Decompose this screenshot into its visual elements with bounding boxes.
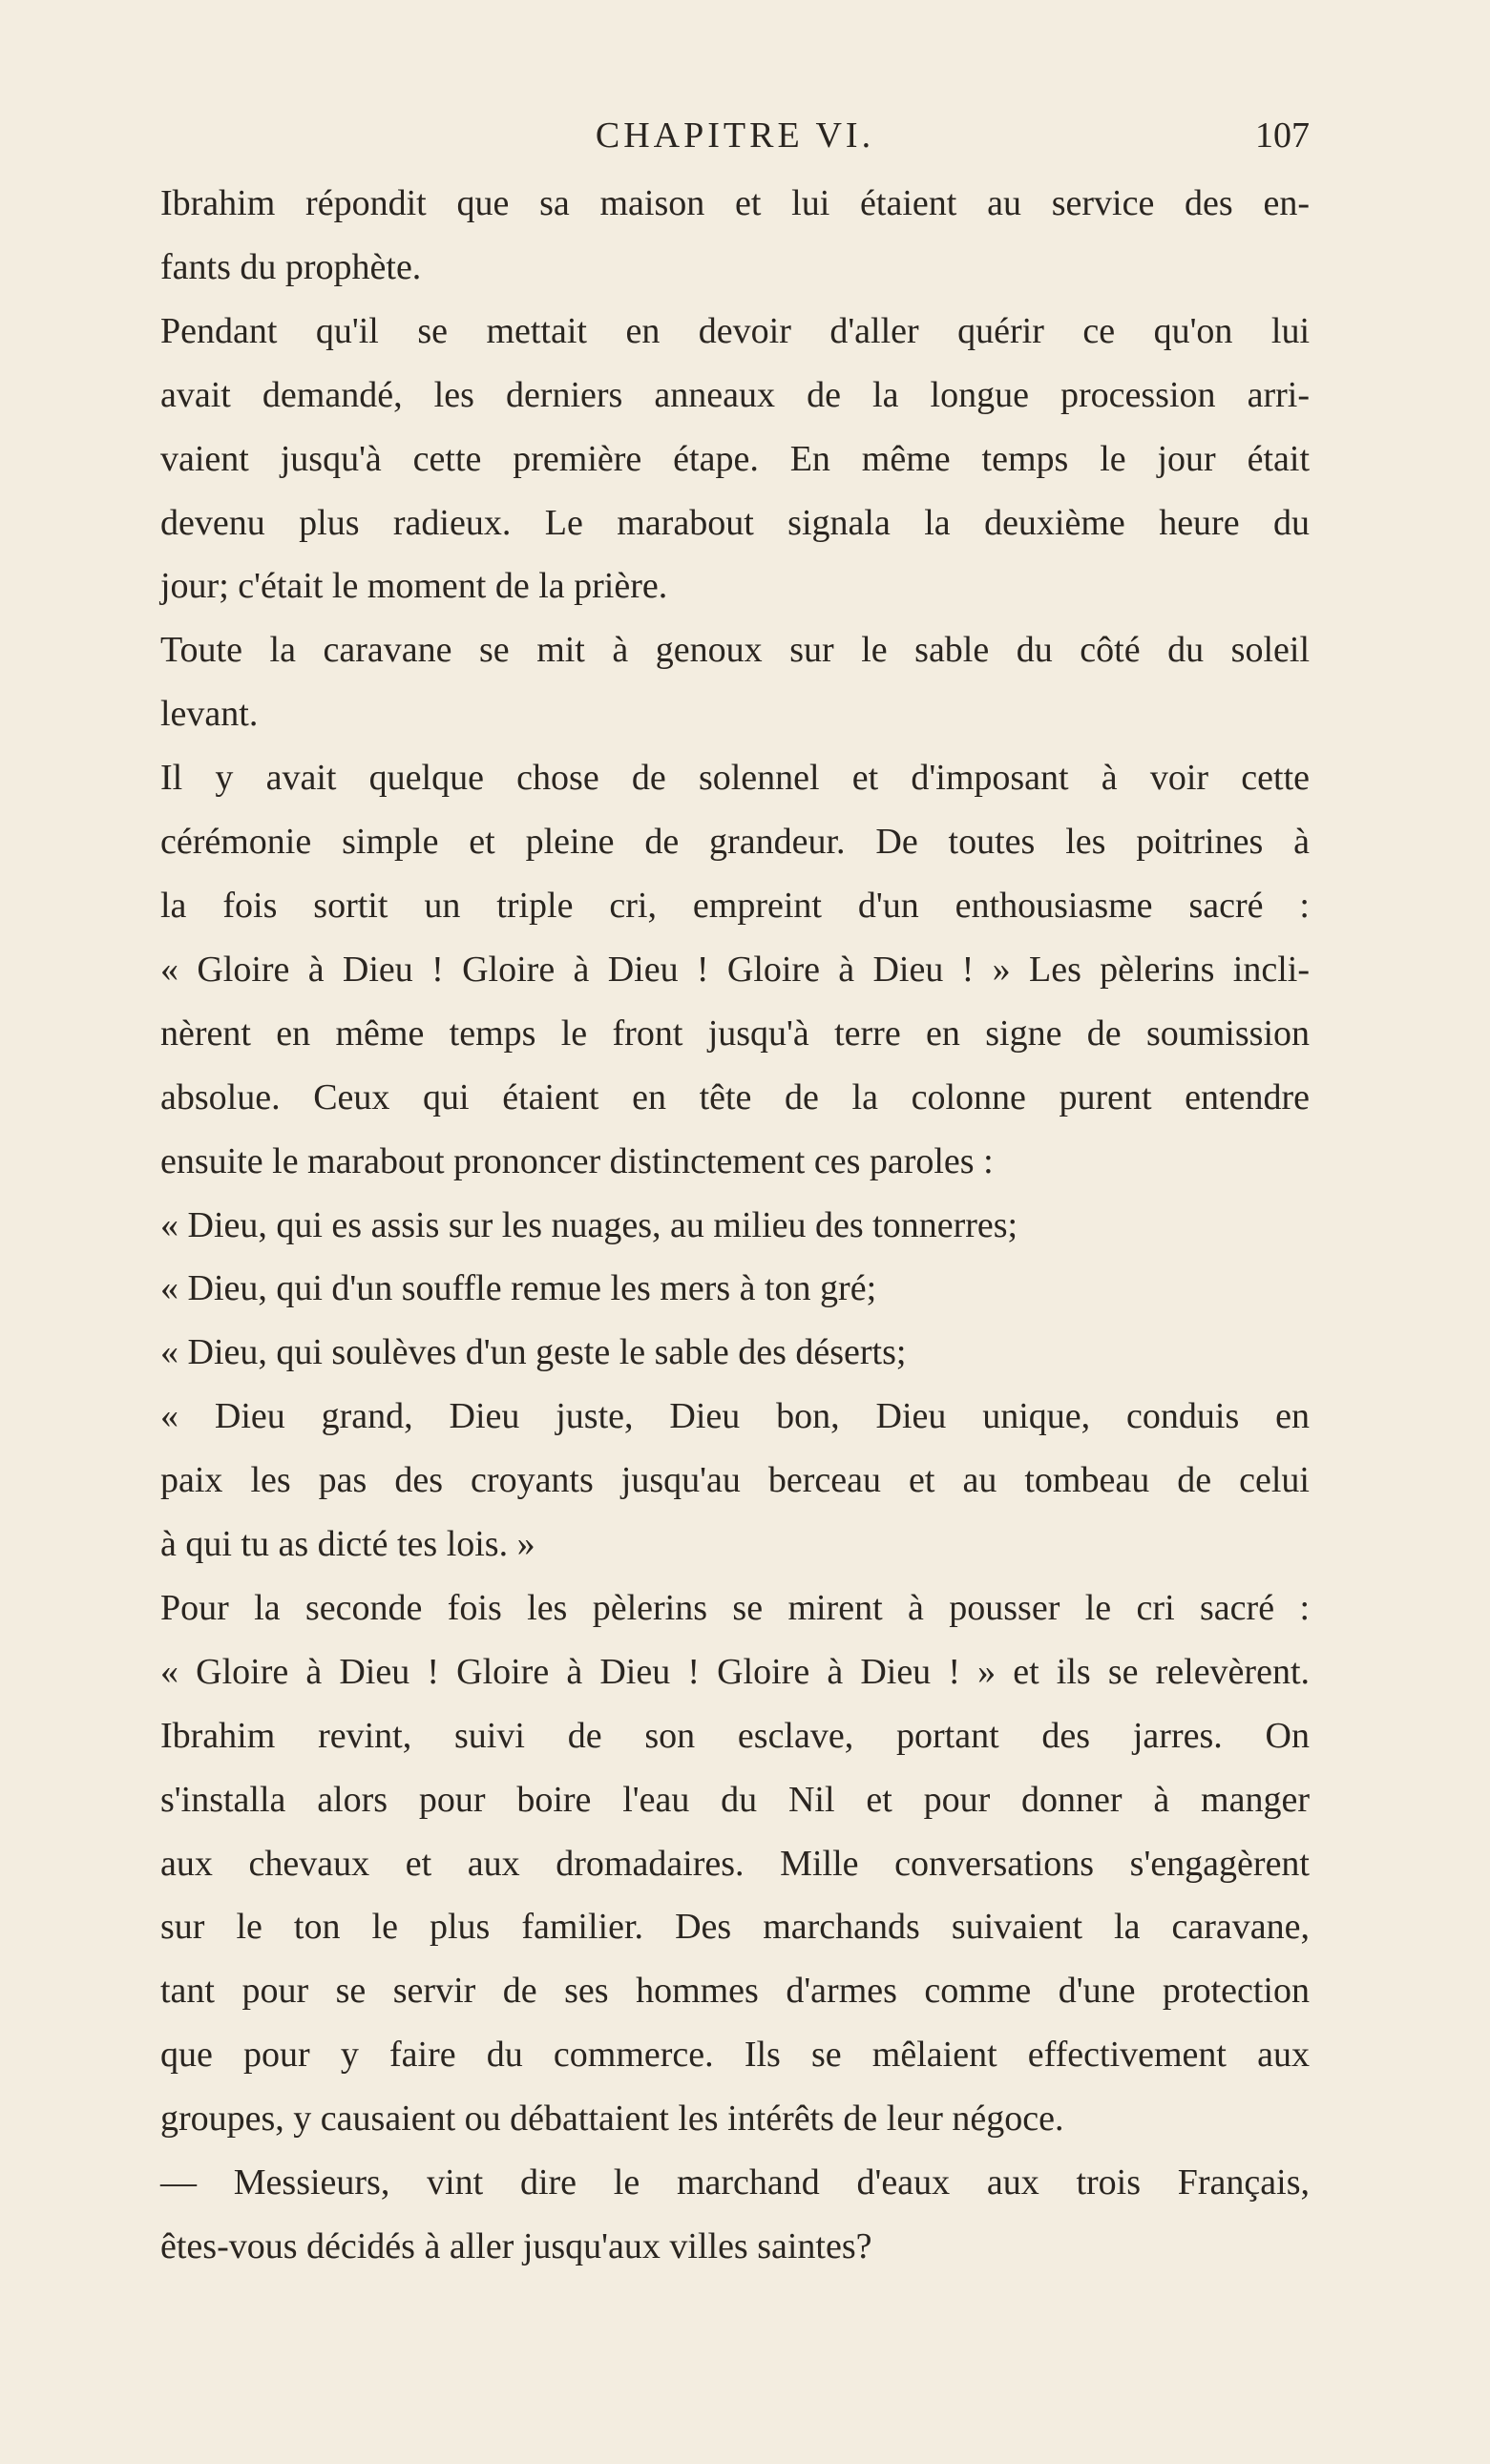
text-line: — Messieurs, vint dire le marchand d'eaux aux trois Français, — [160, 2162, 1310, 2203]
text-line: s'installa alors pour boire l'eau du Nil et pour donner à manger — [160, 1779, 1310, 1820]
page-number: 107 — [1255, 115, 1310, 156]
text-line: êtes-vous décidés à aller jusqu'aux villes saintes? — [160, 2226, 872, 2266]
chapter-title: CHAPITRE VI. — [595, 115, 875, 156]
text-line: « Gloire à Dieu ! Gloire à Dieu ! Gloire à Dieu ! » Les pèlerins incli- — [160, 949, 1310, 990]
text-line: à qui tu as dicté tes lois. » — [160, 1524, 535, 1565]
text-line: sur le ton le plus familier. Des marchands suivaient la caravane, — [160, 1907, 1310, 1948]
text-line: avait demandé, les derniers anneaux de la longue procession arri- — [160, 374, 1310, 415]
text-line: devenu plus radieux. Le marabout signala la deuxième heure du — [160, 502, 1310, 543]
text-line: levant. — [160, 694, 259, 735]
text-line: paix les pas des croyants jusqu'au berceau et au tombeau de celui — [160, 1460, 1310, 1501]
text-line: « Gloire à Dieu ! Gloire à Dieu ! Gloire à Dieu ! » et ils se relevèrent. — [160, 1651, 1310, 1692]
text-line: nèrent en même temps le front jusqu'à terre en signe de soumission — [160, 1013, 1310, 1054]
text-line: jour; c'était le moment de la prière. — [160, 566, 668, 607]
text-line: que pour y faire du commerce. Ils se mêlaient effectivement aux — [160, 2035, 1310, 2076]
text-line: « Dieu, qui d'un souffle remue les mers à ton gré; — [160, 1268, 877, 1309]
text-line: ensuite le marabout prononcer distinctement ces paroles : — [160, 1140, 994, 1181]
text-line: Toute la caravane se mit à genoux sur le sable du côté du soleil — [160, 630, 1310, 671]
text-line: tant pour se servir de ses hommes d'armes comme d'une protection — [160, 1971, 1310, 2012]
text-line: vaient jusqu'à cette première étape. En même temps le jour était — [160, 438, 1310, 479]
text-line: Pendant qu'il se mettait en devoir d'aller quérir ce qu'on lui — [160, 310, 1310, 351]
text-line: aux chevaux et aux dromadaires. Mille conversations s'engagèrent — [160, 1843, 1310, 1884]
text-line: « Dieu, qui soulèves d'un geste le sable des déserts; — [160, 1332, 907, 1373]
body-text — [160, 172, 1310, 2279]
text-line: « Dieu, qui es assis sur les nuages, au milieu des tonnerres; — [160, 1204, 1018, 1245]
text-line: groupes, y causaient ou débattaient les intérêts de leur négoce. — [160, 2099, 1064, 2140]
text-line: Ibrahim revint, suivi de son esclave, portant des jarres. On — [160, 1715, 1310, 1756]
text-line: absolue. Ceux qui étaient en tête de la colonne purent entendre — [160, 1076, 1310, 1117]
text-line: Ibrahim répondit que sa maison et lui étaient au service des en- — [160, 183, 1310, 223]
text-line: Il y avait quelque chose de solennel et d'imposant à voir cette — [160, 758, 1310, 799]
text-line: cérémonie simple et pleine de grandeur. De toutes les poitrines à — [160, 822, 1310, 863]
text-line: la fois sortit un triple cri, empreint d'un enthousiasme sacré : — [160, 885, 1310, 926]
text-line: « Dieu grand, Dieu juste, Dieu bon, Dieu unique, conduis en — [160, 1396, 1310, 1437]
running-head — [160, 107, 1310, 164]
text-line: fants du prophète. — [160, 246, 422, 287]
text-line: Pour la seconde fois les pèlerins se mirent à pousser le cri sacré : — [160, 1587, 1310, 1628]
